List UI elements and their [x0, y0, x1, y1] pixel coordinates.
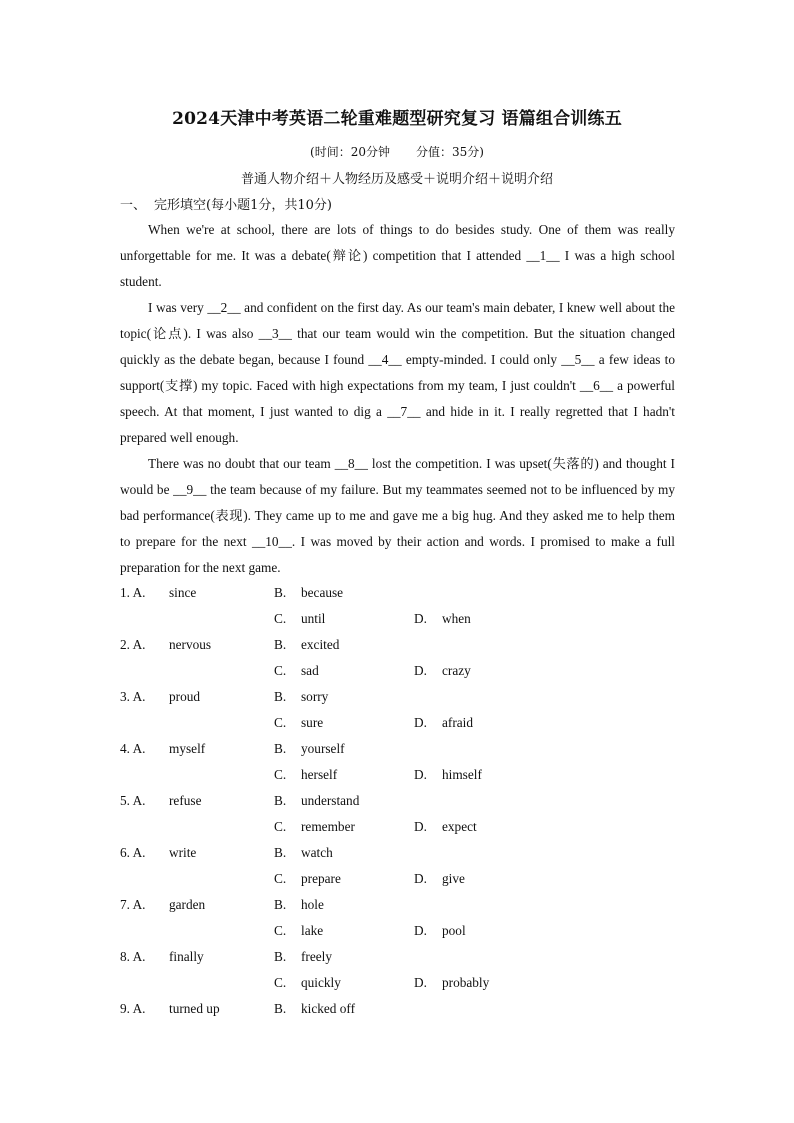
option-letter-c: C.	[274, 767, 287, 782]
option-letter-d: D.	[414, 975, 427, 990]
question-row-cd	[120, 762, 680, 788]
passage-paragraph: There was no doubt that our team __8__ lost the competition. I was upset(失落的) and thought I would be __9__ the team because of my failure. But my teammates seemed not to be influenced by my bad performance(表现). They came up to me and gave me a big hug. And they asked me to help them to prepare for the next __10__. I was moved by their action and words. I promised to make a full preparation for the next game.	[120, 456, 675, 575]
question-row	[120, 944, 680, 970]
option-d: afraid	[442, 715, 474, 730]
question-row	[120, 580, 680, 606]
option-letter-b: B.	[274, 689, 287, 704]
question-row	[120, 684, 680, 710]
option-c: sure	[301, 715, 324, 730]
option-d: give	[442, 871, 465, 886]
option-letter-d: D.	[414, 923, 427, 938]
question-number: 1. A.	[120, 585, 146, 600]
option-letter-b: B.	[274, 949, 287, 964]
passage-types: 普通人物介绍＋人物经历及感受＋说明介绍＋说明介绍	[240, 172, 553, 187]
option-letter-b: B.	[274, 585, 287, 600]
option-c: lake	[301, 923, 324, 938]
question-row	[120, 632, 680, 658]
option-a: finally	[169, 949, 204, 964]
option-letter-c: C.	[274, 871, 287, 886]
option-b: sorry	[301, 689, 329, 704]
option-b: hole	[301, 897, 324, 912]
question-number: 5. A.	[120, 793, 146, 808]
passage-paragraph: When we're at school, there are lots of things to do besides study. One of them was really unforgettable for me. It was a debate(辩论) competition that I attended __1__ I was a high school student.	[120, 222, 675, 289]
option-letter-d: D.	[414, 871, 427, 886]
option-a: since	[169, 585, 197, 600]
cloze-passage	[120, 217, 675, 581]
option-d: pool	[442, 923, 466, 938]
section-title: 完形填空(每小题1分，共10分)	[154, 198, 332, 213]
option-d: probably	[442, 975, 490, 990]
option-letter-d: D.	[414, 767, 427, 782]
time-limit: (时间：20分钟	[310, 145, 390, 159]
option-c: sad	[301, 663, 319, 678]
option-a: refuse	[169, 793, 202, 808]
question-row	[120, 892, 680, 918]
question-number: 6. A.	[120, 845, 146, 860]
option-letter-b: B.	[274, 637, 287, 652]
option-b: watch	[301, 845, 333, 860]
option-d: when	[442, 611, 471, 626]
option-letter-c: C.	[274, 975, 287, 990]
option-letter-b: B.	[274, 793, 287, 808]
question-row-cd	[120, 606, 680, 632]
question-number: 2. A.	[120, 637, 146, 652]
answer-options	[120, 580, 680, 1022]
option-d: himself	[442, 767, 482, 782]
section-heading	[120, 194, 332, 213]
option-b: yourself	[301, 741, 345, 756]
question-number: 7. A.	[120, 897, 146, 912]
option-c: quickly	[301, 975, 341, 990]
question-number: 8. A.	[120, 949, 146, 964]
question-row-cd	[120, 918, 680, 944]
option-c: herself	[301, 767, 338, 782]
question-row	[120, 736, 680, 762]
option-letter-d: D.	[414, 611, 427, 626]
option-b: understand	[301, 793, 360, 808]
option-b: excited	[301, 637, 340, 652]
option-a: proud	[169, 689, 201, 704]
score-total: 分值：35分)	[416, 145, 484, 159]
page-title: 2024天津中考英语二轮重难题型研究复习 语篇组合训练五	[172, 109, 622, 129]
option-b: because	[301, 585, 344, 600]
question-row-cd	[120, 814, 680, 840]
option-a: myself	[169, 741, 206, 756]
section-number: 一、	[120, 198, 147, 213]
option-letter-c: C.	[274, 819, 287, 834]
option-b: freely	[301, 949, 333, 964]
option-a: nervous	[169, 637, 212, 652]
option-c: remember	[301, 819, 355, 834]
option-c: prepare	[301, 871, 341, 886]
question-number: 3. A.	[120, 689, 146, 704]
option-a: turned up	[169, 1001, 220, 1016]
option-a: write	[169, 845, 197, 860]
question-number: 4. A.	[120, 741, 146, 756]
option-letter-d: D.	[414, 819, 427, 834]
question-row-cd	[120, 866, 680, 892]
option-letter-b: B.	[274, 897, 287, 912]
question-row	[120, 840, 680, 866]
option-d: crazy	[442, 663, 471, 678]
option-letter-c: C.	[274, 611, 287, 626]
option-letter-c: C.	[274, 663, 287, 678]
question-row-cd	[120, 970, 680, 996]
option-letter-b: B.	[274, 741, 287, 756]
option-letter-d: D.	[414, 663, 427, 678]
question-number: 9. A.	[120, 1001, 146, 1016]
option-a: garden	[169, 897, 206, 912]
option-letter-b: B.	[274, 1001, 287, 1016]
exam-meta	[0, 143, 794, 160]
option-letter-b: B.	[274, 845, 287, 860]
question-row	[120, 996, 680, 1022]
question-row-cd	[120, 658, 680, 684]
option-b: kicked off	[301, 1001, 356, 1016]
option-letter-c: C.	[274, 923, 287, 938]
option-d: expect	[442, 819, 477, 834]
option-c: until	[301, 611, 326, 626]
question-row	[120, 788, 680, 814]
option-letter-c: C.	[274, 715, 287, 730]
option-letter-d: D.	[414, 715, 427, 730]
passage-paragraph: I was very __2__ and confident on the first day. As our team's main debater, I knew well about the topic(论点). I was also __3__ that our team would win the competition. But the situation changed quickly as the debate began, because I found __4__ empty-minded. I could only __5__ a few ideas to support(支撑) my topic. Faced with high expectations from my team, I just couldn't __6__ a powerful speech. At that moment, I just wanted to dig a __7__ and hide in it. I really regretted that I hadn't prepared well enough.	[120, 300, 675, 445]
question-row-cd	[120, 710, 680, 736]
